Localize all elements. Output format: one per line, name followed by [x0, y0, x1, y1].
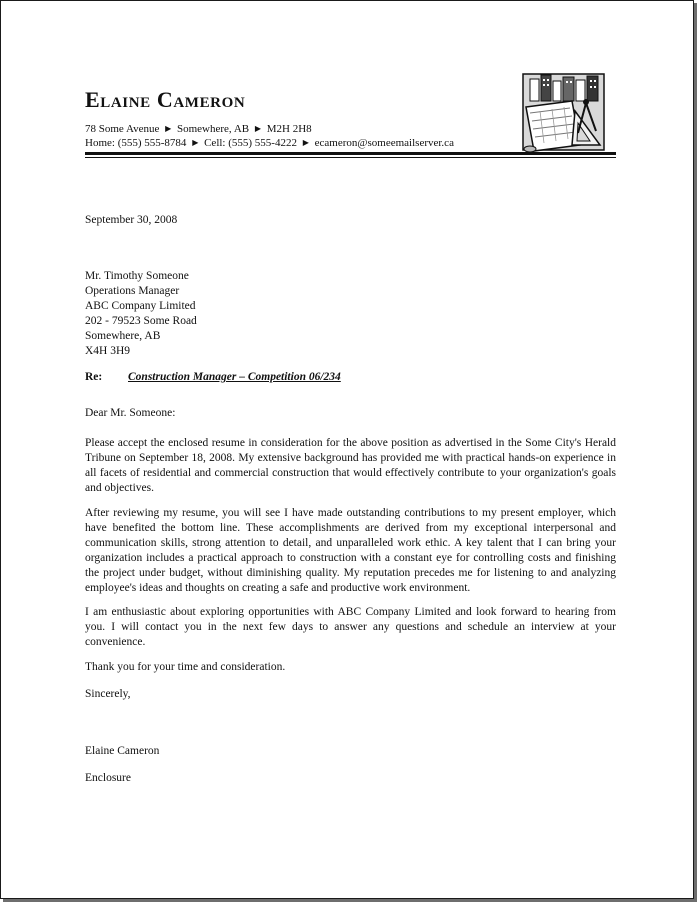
sender-city: Somewhere, AB	[177, 123, 250, 135]
recipient-line: Operations Manager	[85, 285, 180, 297]
salutation: Dear Mr. Someone:	[85, 407, 176, 419]
sender-street: 78 Some Avenue	[85, 123, 160, 135]
sender-postal: M2H 2H8	[266, 123, 312, 135]
recipient-line: Somewhere, AB	[85, 330, 161, 342]
header-rule-thick	[85, 152, 616, 155]
subject-text: Construction Manager – Competition 06/234	[128, 371, 341, 383]
closing: Sincerely,	[85, 688, 131, 700]
body-paragraph: Thank you for your time and consideration.	[85, 661, 286, 673]
triangle-bullet-icon: ▶	[254, 124, 262, 133]
body-paragraph: I am enthusiastic about exploring opportunities with ABC Company Limited and look forward to hearing from you. I will contact you in the next few days to answer any questions and schedule an interview at your convenience.	[85, 606, 616, 648]
sender-cell-phone: Cell: (555) 555-4222	[204, 137, 297, 149]
construction-blueprint-icon	[520, 71, 607, 153]
sender-address-line	[85, 122, 312, 137]
sender-contact-line	[85, 136, 454, 151]
recipient-line: Mr. Timothy Someone	[85, 270, 189, 282]
sender-home-phone: Home: (555) 555-8784	[85, 137, 187, 149]
subject-label: Re:	[85, 371, 103, 383]
enclosure-note: Enclosure	[85, 772, 131, 784]
recipient-line: ABC Company Limited	[85, 300, 196, 312]
header-rule-thin	[85, 157, 616, 158]
triangle-bullet-icon: ▶	[165, 124, 172, 133]
letter-date: September 30, 2008	[85, 214, 178, 226]
sender-email: ecameron@someemailserver.ca	[314, 137, 454, 149]
recipient-line: X4H 3H9	[85, 345, 131, 357]
signature-name: Elaine Cameron	[85, 745, 160, 757]
triangle-bullet-icon: ▶	[192, 138, 199, 147]
body-paragraph: After reviewing my resume, you will see I have made outstanding contributions to my present employer, which have benefited the bottom line. These accomplishments are derived from my exceptional interpersonal and communication skills, strong attention to detail, and unparalleled work ethic. A key talent that I can bring your organization includes a practical approach to construction with a constant eye for controlling costs and finishing the project under budget, without diminishing quality. My reputation precedes me for listening to and analyzing employee's ideas and thoughts on creating a safe and productive work environment.	[85, 507, 616, 594]
recipient-line: 202 - 79523 Some Road	[85, 315, 197, 327]
body-paragraph: Please accept the enclosed resume in consideration for the above position as advertised in the Some City's Herald Tribune on September 18, 2008. My extensive background has provided me with practical hands-on experience in all facets of residential and commercial construction that would effectively contribute to your organization's goals and objectives.	[85, 437, 616, 494]
sender-name: Elaine Cameron	[85, 87, 246, 112]
recipient-address	[85, 269, 197, 359]
triangle-bullet-icon: ▶	[302, 138, 309, 147]
subject-line	[85, 370, 341, 385]
